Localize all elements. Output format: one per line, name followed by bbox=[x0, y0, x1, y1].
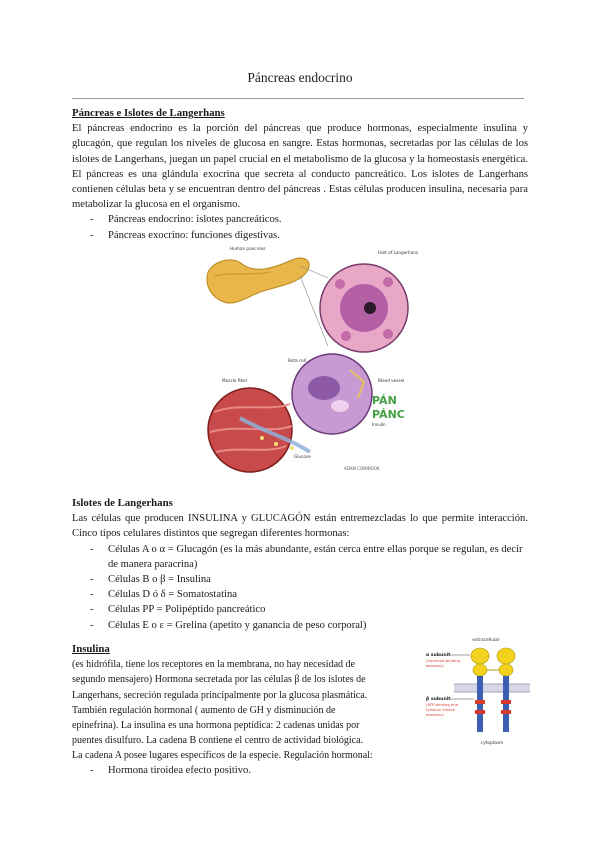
title-divider bbox=[72, 98, 524, 99]
label-beta-cell: Beta cell bbox=[288, 358, 307, 363]
overlay-text-2: PÁNC bbox=[372, 408, 405, 421]
label-beta-sub1: (ATP-binding and bbox=[426, 702, 459, 707]
pancreas-shape bbox=[207, 258, 309, 303]
label-extracellular: extracellular bbox=[472, 638, 500, 643]
list-item: - Células D ó δ = Somatostatina bbox=[72, 587, 528, 602]
label-muscle-fiber: Muscle fiber bbox=[222, 378, 248, 383]
paragraph-line: (es hidrófila, tiene los receptores en la membrana, no hay necesidad de bbox=[72, 659, 355, 671]
image-credit: ADAM.COM/BOOK bbox=[344, 466, 380, 471]
label-blood-vessel: Blood vessel bbox=[378, 378, 405, 383]
label-alpha-sub2: domains) bbox=[426, 663, 444, 668]
section-paragraph bbox=[72, 657, 412, 748]
section-insulina-cont bbox=[72, 748, 412, 778]
list-item: - Páncreas endocrino: islotes pancreáticos. bbox=[72, 212, 528, 227]
membrane bbox=[454, 684, 530, 692]
paragraph-line: La cadena A posee lugares específicos de la especie. Regulación hormonal: bbox=[72, 750, 373, 761]
pancreas-islet-illustration bbox=[200, 242, 418, 474]
label-beta-sub2: tyrosine kinase bbox=[426, 707, 455, 712]
label-beta-sub3: domains) bbox=[426, 712, 444, 717]
insulin-receptor-diagram bbox=[424, 634, 534, 746]
label-insulin: Insulin bbox=[372, 422, 386, 427]
paragraph-line: epinefrina). La insulina es una hormona peptídica: 2 cadenas unidas por bbox=[72, 720, 360, 732]
label-cytoplasm: cytoplasm bbox=[480, 741, 504, 746]
label-glucose: Glucose bbox=[294, 454, 311, 459]
paragraph-line: Langerhans, secreción regulada principalmente por la glucosa plasmática. bbox=[72, 689, 368, 701]
label-islet: Islet of Langerhans bbox=[378, 250, 418, 255]
paragraph-line: También regulación hormonal ( aumento de GH y disminución de bbox=[72, 704, 336, 716]
section-paragraph: Las células que producen INSULINA y GLUCAGÓN están entremezcladas lo que permite interacción. Cinco tipos celulares distintos que segregan diferentes hormonas: bbox=[72, 513, 528, 540]
page-title: Páncreas endocrino bbox=[247, 70, 353, 85]
list-item: - Hormona tiroidea efecto positivo. bbox=[72, 763, 412, 778]
label-alpha-subunit: α subunit bbox=[426, 653, 451, 658]
label-human-pancreas: Human pancreas bbox=[230, 246, 266, 251]
paragraph-line: puentes disulfuro. La cadena B contiene el centro de actividad biológica. bbox=[72, 735, 364, 747]
section-paragraph: El páncreas endocrino es la porción del páncreas que produce hormonas, especialmente insulina y glucagón, que regulan los niveles de glucosa en sangre. Estas hormonas, secretadas por las células de los islotes de Langerhans, juegan un papel crucial en el metabolismo de la glucosa y la homeostasis energética. El páncreas es una glándula exocrina que secreta al conducto pancreático. Los islotes de Langerhans contienen células beta y se encuentran dentro del páncreas . Estas células producen insulina, necesaria para metabolizar la glucosa en el organismo. bbox=[72, 123, 528, 211]
overlay-text-1: PÁN bbox=[372, 394, 397, 407]
list-item: - Células B o β = Insulina bbox=[72, 572, 528, 587]
section-heading: Páncreas e Islotes de Langerhans bbox=[72, 107, 225, 119]
section-islotes bbox=[72, 496, 528, 633]
paragraph-line: segundo mensajero) Hormona secretada por las células β de los islotes de bbox=[72, 674, 366, 686]
list-item: - Páncreas exocrino: funciones digestivas. bbox=[72, 228, 528, 243]
label-beta-subunit: β subunit bbox=[426, 697, 451, 702]
list-item: - Células A o α = Glucagón (es la más abundante, están cerca entre ellas porque se regulan, es decir de manera paracrina) bbox=[72, 542, 528, 572]
bullet-list bbox=[72, 542, 528, 633]
bullet-list bbox=[72, 212, 528, 242]
section-pancreas-islotes bbox=[72, 106, 528, 243]
section-insulina bbox=[72, 642, 412, 748]
section-heading: Islotes de Langerhans bbox=[72, 497, 173, 509]
list-item: - Células E o ε = Grelina (apetito y ganancia de peso corporal) bbox=[72, 618, 528, 633]
bullet-list bbox=[72, 763, 412, 778]
section-heading: Insulina bbox=[72, 643, 110, 655]
list-item: - Células PP = Polipéptido pancreático bbox=[72, 602, 528, 617]
label-alpha-sub1: (hormone-binding bbox=[426, 658, 460, 663]
